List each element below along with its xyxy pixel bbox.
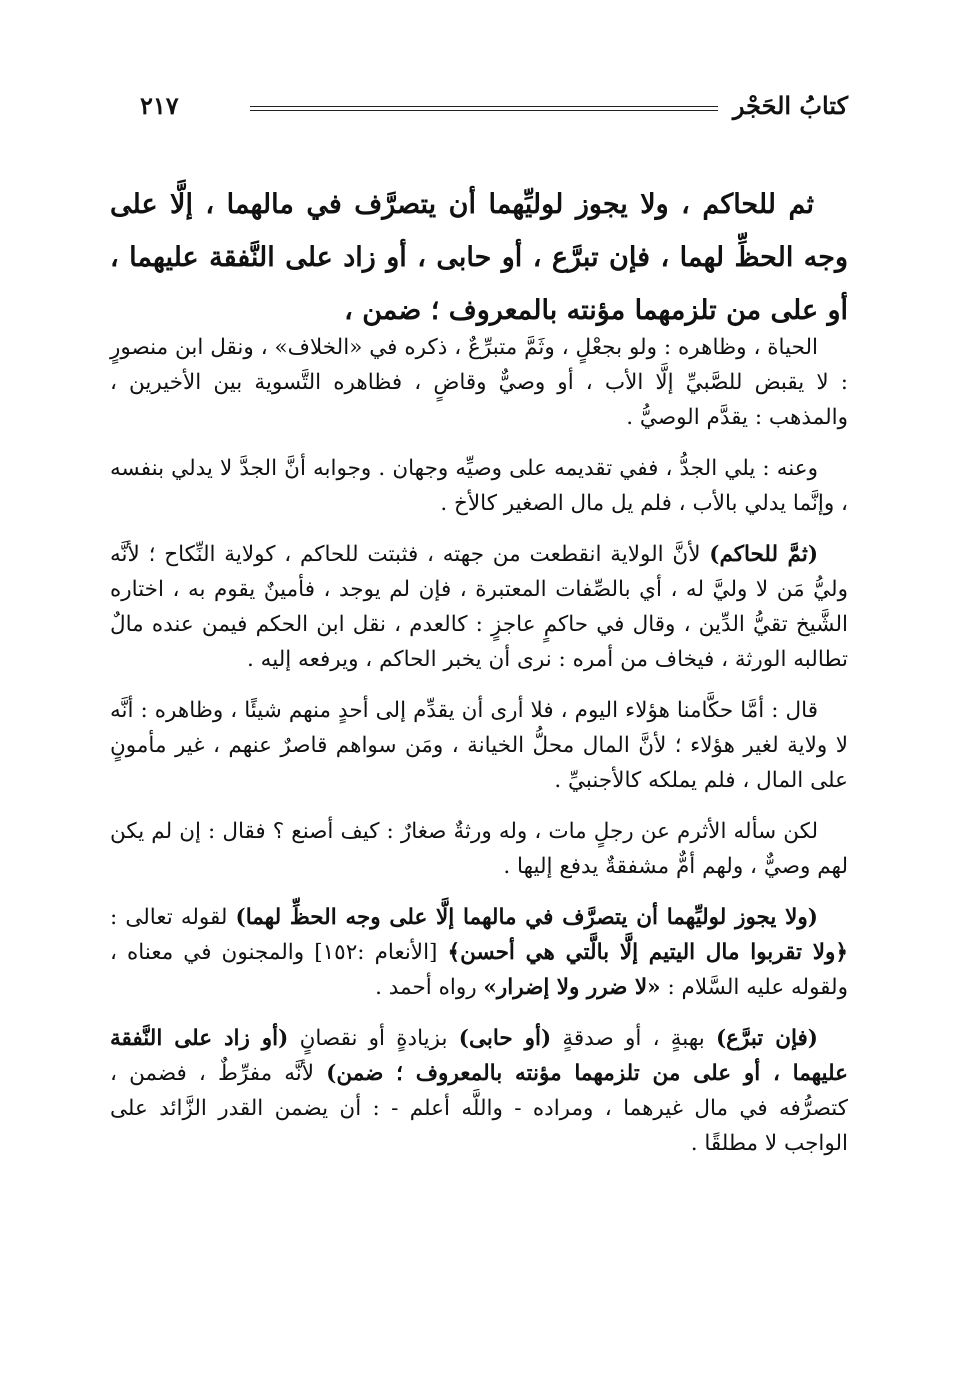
quoted-matn: (ولا يجوز لوليِّهما أن يتصرَّف في مالهما إلَّا على وجه الحظِّ لهما) <box>235 905 818 930</box>
commentary-paragraph-2: وعنه : يلي الجدُّ ، ففي تقديمه على وصيِّه وجهان . وجوابه أنَّ الجدَّ لا يدلي بنفسه ، وإنَّما يدلي بالأب ، فلم يل مال الصغير كالأخ . <box>110 456 848 516</box>
quoted-matn: (أو زاد على النَّفقة عليهما ، أو على من تلزمهما مؤنته بالمعروف ؛ ضمن) <box>110 1026 848 1086</box>
commentary <box>110 330 848 1177</box>
quran-verse: ﴿ولا تقربوا مال اليتيم إلَّا بالَّتي هي أحسن﴾ <box>447 940 848 965</box>
quoted-matn: (ثمَّ للحاكم) <box>709 542 819 567</box>
commentary-paragraph-7 <box>110 1021 848 1161</box>
commentary-paragraph-3 <box>110 537 848 677</box>
page-number: ٢١٧ <box>140 91 179 120</box>
commentary-text: لأنَّ الولاية انقطعت من جهته ، فثبتت للحاكم ، كولاية النِّكاح ؛ لأنَّه وليُّ مَن لا وليَّ له ، أي بالصِّفات المعتبرة ، فإن لم يوجد ، فأمينٌ يقوم به ، اختاره الشَّيخ تقيُّ الدِّين ، وقال في حاكمٍ عاجزٍ : كالعدم ، نقل ابن الحكم فيمن عنده مالٌ تطالبه الورثة ، فيخاف من أمره : نرى أن يخبر الحاكم ، ويرفعه إليه . <box>110 542 848 672</box>
header-rule <box>250 106 718 107</box>
commentary-paragraph-6 <box>110 900 848 1005</box>
hadith-quote: «لا ضرر ولا إضرار» <box>483 975 661 1000</box>
commentary-paragraph-5: لكن سأله الأثرم عن رجلٍ مات ، وله ورثةٌ صغارٌ : كيف أصنع ؟ فقال : إن لم يكن لهم وصيٌّ ، ولهم أمٌّ مشفقةٌ يدفع إليها . <box>110 819 848 879</box>
commentary-text: لقوله تعالى : <box>110 905 236 930</box>
commentary-paragraph-4: قال : أمَّا حكَّامنا هؤلاء اليوم ، فلا أرى أن يقدِّم إلى أحدٍ منهم شيئًا ، وظاهره : أنَّه لا ولاية لغير هؤلاء ؛ لأنَّ المال محلُّ الخيانة ، ومَن سواهم قاصرٌ عنهم ، غير مأمونٍ على المال ، فلم يملكه كالأجنبيِّ . <box>110 698 848 793</box>
quoted-matn: (فإن تبرَّع) <box>715 1026 818 1051</box>
page-header <box>140 88 848 124</box>
commentary-text: لأنَّه مفرِّطٌ ، فضمن ، كتصرُّفه في مال غيرهما ، ومراده - واللَّه أعلم - : أن يضمن القدر الزَّائد على الواجب لا مطلقًا . <box>110 1061 848 1156</box>
commentary-text: رواه أحمد . <box>375 975 484 1000</box>
matn-text: ثم للحاكم ، ولا يجوز لوليِّهما أن يتصرَّف في مالهما ، إلَّا على وجه الحظِّ لهما ، فإن تبرَّع ، أو حابى ، أو زاد على النَّفقة عليهما ، أو على من تلزمهما مؤنته بالمعروف ؛ ضمن ، <box>110 189 848 326</box>
quoted-matn: (أو حابى) <box>458 1026 552 1051</box>
commentary-text: بزيادةٍ أو نقصانٍ <box>288 1026 459 1051</box>
commentary-text: بهبةٍ ، أو صدقةٍ <box>551 1026 716 1051</box>
commentary-paragraph-1: الحياة ، وظاهره : ولو بجعْلٍ ، وثَمَّ متبرِّعٌ ، ذكره في «الخلاف» ، ونقل ابن منصورٍ : لا يقبض للصَّبيِّ إلَّا الأب ، أو وصيٌّ وقاضٍ ، فظاهره التَّسوية بين الأخيرين ، والمذهب : يقدَّم الوصيُّ . <box>110 335 848 430</box>
commentary-text: [الأنعام :١٥٢] والمجنون في معناه ، ولقوله عليه السَّلام : <box>110 940 848 1000</box>
book-title: كتابُ الحَجْر <box>732 91 848 120</box>
